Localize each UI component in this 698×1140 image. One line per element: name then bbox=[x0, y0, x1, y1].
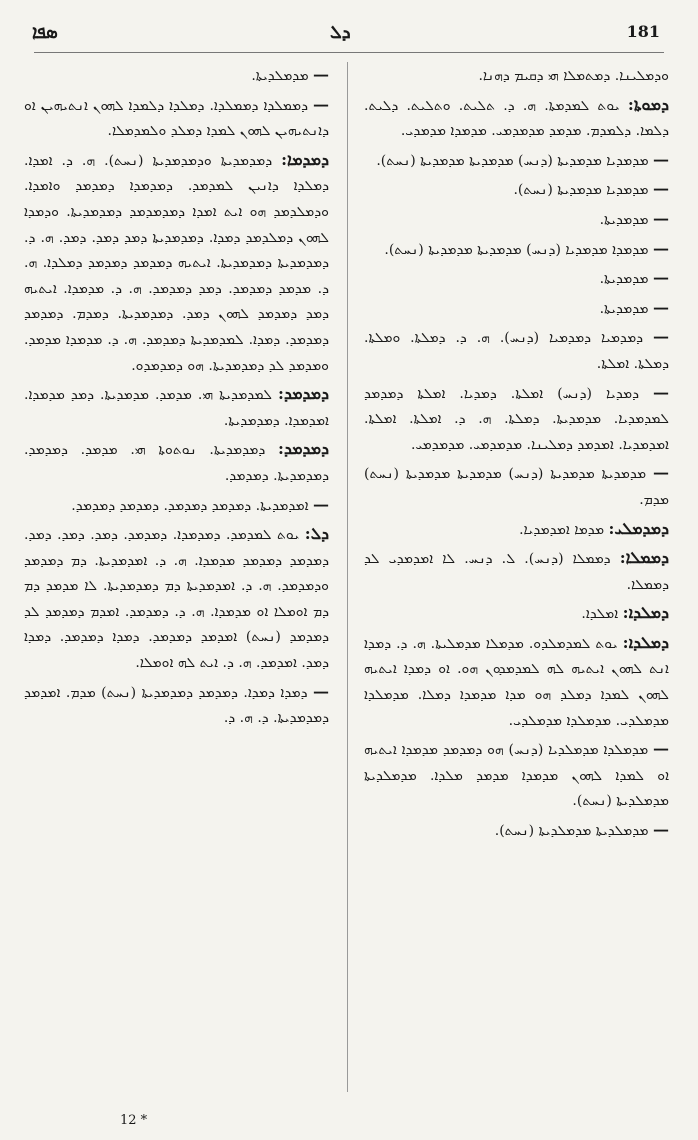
entry-text: ܕܡܕܡܕܝܬܐ. ܢܘܬܘܬܐ ܗܝ. ܡܕܡܕ. ܕܡܕܡܕ. ܕܡܕܡܕܝܬܐ. ܕܡܕܡܕ. bbox=[24, 442, 329, 484]
dictionary-entry bbox=[364, 236, 669, 264]
entry-headword: — bbox=[653, 208, 669, 228]
entry-text: ܕܡܡܠܕܐ ܕܡܡܠܕܐ. ܕܡܠܕܐ ܕܠܡܕܐ ܠܗܘܢ ܐܢܬܝܗܝܢ ܐܘ ܕܐܢܬܝܗܝܢ ܠܗܘܢ ܠܡܕܐ ܕܡܠܕ ܘܠܡܕܡܠܐ. bbox=[24, 97, 329, 140]
column-divider bbox=[347, 62, 348, 1092]
entry-headword: — bbox=[653, 463, 669, 483]
entry-text: ܡܕܡܕܝܬܐ. bbox=[599, 211, 649, 228]
entry-text: ܘܕܡܠܝܢܐ. ܕܡܬܡܠܐ ܗܝ ܕܩܝܡ ܕܗܢܐ. bbox=[478, 68, 669, 84]
entry-headword: — bbox=[313, 494, 329, 514]
dictionary-entry bbox=[364, 206, 669, 234]
entry-text: ܡܕܡܠܕܝܬܐ. bbox=[251, 68, 309, 84]
entry-headword: — bbox=[653, 820, 669, 840]
dictionary-entry bbox=[24, 92, 329, 145]
right-text-column bbox=[364, 62, 669, 1097]
dictionary-entry bbox=[364, 630, 669, 734]
dictionary-entry bbox=[364, 600, 669, 628]
entry-text: ܡܕܡܐ ܐܡܕܡܕܝܐ. bbox=[519, 521, 605, 538]
entry-headword: — bbox=[653, 179, 669, 199]
dictionary-entry bbox=[24, 436, 329, 489]
dictionary-entry bbox=[364, 545, 669, 598]
entry-text: ܡܕܡܠܕܐ ܡܕܡܠܕܝܐ (ܕܢܚ) ܗܘ ܕܡܕܡܕ ܡܕܡܕܐ ܐܝܬܝܗ ܐܘ ܠܡܕܐ ܠܗܘܢ ܡܕܡܕܐ ܡܕܡܕ ܡܠܕܐ. ܡܕܡܠܕܝܬܐ ܡܕܡܠܕܝܬܐ (ܢܚܬ). bbox=[364, 742, 669, 810]
entry-text: ܡܕܡܕܝܬܐ. bbox=[599, 300, 649, 317]
entry-headword: ܕܡܕܡܕ: bbox=[278, 439, 329, 459]
entry-text: ܝܘܬ ܠܡܕܡܕ. ܕܡܕܡܕܐ. ܕܡܕܡܕ. ܕܡܕ. ܕܡܕ. ܕܡܕ. ܕܡܕܡܕ ܕܡܕܡܕ ܡܕܡܕܐ. ܗ. ܕ. ܐܡܕܡܕܝܬܐ. ܕܡ ܕܡܕܡܕ ܘܕܡܕܡܕ. ܗ. ܕ. ܐܡܕܡܕܝܬܐ ܕܡ ܕܡܕܡܕܝܬܐ. ܠܐ ܡܕܡܕ ܕܡ ܕܡ ܐܘܡܠܐ ܐܘ ܡܕܡܕܐ. ܗ. ܕ. ܕܡܕܡܕ. ܐܡܕܡ ܕܡܕܡܕ ܠܕ ܕܡܕܡܕ (ܢܚܬ) ܐܡܕܡܕ ܕܡܕܡܕ. ܕܡܕܐ ܕܡܕܡܕ. ܕܡܕܐ ܕܡܕ. ܐܡܕܡܕ. ܗ. ܕ. ܐܝܬ ܠܗ ܐܘܡܠܐ. bbox=[24, 527, 329, 672]
dictionary-entry bbox=[364, 92, 669, 145]
entry-text: ܡܕܡܕܝܬܐ. bbox=[599, 271, 649, 288]
entry-text: ܕܡܕܡܝܐ ܕܡܕܡܝܐ (ܕܢܚ). ܗ. ܕ. ܕܡܠܬܐ. ܘܡܠܬܐ. ܕܡܠܬܐ. ܐܡܠܬܐ. bbox=[364, 330, 669, 372]
dictionary-entry bbox=[364, 460, 669, 513]
header-rule bbox=[34, 52, 664, 53]
dictionary-entry bbox=[364, 324, 669, 377]
entry-text: ܝܘܬ ܠܡܕܡܠܕܘ. ܡܕܡܠܐ ܡܕܡܠܝܬܐ. ܗ. ܕ. ܕܡܕܐ ܐܢܬ ܠܗܘܢ ܐܝܬܝܗ ܠܗ ܠܡܕܡܕܘܢ ܗܘ. ܐܘ ܕܡܕܐ ܐܝܬܝܗ ܠܗܘܢ ܠܡܕܐ ܕܡܠܕ ܗܘ ܡܕܐ ܡܕܡܕܐ ܕܡܠܐ. ܡܕܡܠܕܐ ܡܕܡܠܕܝ. ܡܕܡܠܕܐ ܡܕܡܠܕܝ. bbox=[364, 635, 669, 729]
entry-headword: ܕܠ: bbox=[304, 524, 329, 544]
page-number: 181 bbox=[626, 22, 660, 41]
entry-headword: ܕܡܕܡܐ: bbox=[281, 149, 329, 169]
entry-text: ܐܡܠܕܐ. bbox=[581, 606, 619, 623]
entry-headword: ܕܡܠܕܐ: bbox=[622, 603, 669, 623]
header-center-title: ܕܠ bbox=[330, 22, 351, 43]
page-footer: 12 * bbox=[120, 1113, 148, 1128]
dictionary-entry bbox=[24, 147, 329, 379]
entry-headword: — bbox=[313, 94, 329, 114]
dictionary-entry bbox=[364, 176, 669, 204]
dictionary-entry bbox=[364, 265, 669, 293]
entry-headword: ܕܡܡܠܐ: bbox=[619, 548, 669, 568]
entry-headword: — bbox=[313, 681, 329, 701]
entry-text: ܕܡܕܡܕܝܬܐ ܘܕܡܕܡܕܝܬܐ (ܢܚܬ). ܗ. ܕ. ܐܡܕܐ. ܕܡܠܕܐ ܕܐܢܝܢ ܠܡܕܡܕ. ܕܡܕܡܕܐ ܕܡܕܡܕ ܘܐܡܕܐ. ܘܕܡܠܕܡܕ ܗܘ ܐܝܬ ܐܡܕܐ ܕܡܕܡܕܡܕ ܕܡܕܡܕܝܬܐ. ܘܕܡܕܐ ܠܗܘܢ ܕܡܠܕܡܕ ܕܡܕܐ. ܕܡܕܡܕܝܬܐ ܕܡܕ ܕܡܕ. ܕܡܕ. ܗ. ܕ. ܕܡܕܡܕܝܬܐ ܕܡܕܡܕܝܬܐ. ܐܝܬܝܗ ܕܡܕܡܕ ܕܡܕܡܕ ܕܡܠܕܐ. ܗ. ܕ. ܡܕܡܕ ܕܡܕܡܕ. ܕܡܕ ܕܡܕܡܕ. ܗ. ܕ. ܡܕܡܕܐ. ܐܝܬܝܗ ܕܡܕ ܕܡܕܡܕ ܠܗܘܢ ܕܡܕ. ܕܡܕܡܕܝܬܐ. ܕܡܕܡ. ܕܡܕܡܕ ܕܡܕܡܕ. ܕܡܕܐ. ܠܡܕܡܕܝܬܐ ܕܡܕܡܕ. ܗ. ܕ. ܡܕܡܕܐ ܡܕܡܕ. ܘܡܕܡܕ ܠܕ ܕܡܕܡܕܝܬܐ. ܗܘ ܕܡܕܡܕܘ. bbox=[24, 152, 329, 374]
entry-text: ܕܡܡܠܐ (ܕܢܚ). ܠ. ܕܢܚ. ܠܐ ܐܡܕܡܕܝ ܠܕ ܕܡܡܠܐ. bbox=[364, 551, 669, 593]
entry-headword: — bbox=[653, 268, 669, 288]
entry-text: ܝܘܬ ܠܡܕܡܬܐ. ܗ. ܕ. ܬܠܝܬ. ܘܬܠܝܬ. ܕܠܝܬ. ܕܠܡܐ. ܕܠܡܕܡ. ܡܕܡܕ ܡܕܡܕܡܝ. ܡܕܡܕܐ ܡܕܡܕܝ. bbox=[364, 97, 669, 140]
entry-text: ܕܡܕܐ ܕܡܕܐ. ܕܡܕܡܕ ܕܡܕܡܕܝܬܐ (ܢܚܬ) ܡܕܡ. ܐܡܕܡܕ ܕܡܕܡܕܝܬܐ. ܕ. ܗ. ܕ. bbox=[24, 684, 329, 727]
dictionary-entry bbox=[24, 521, 329, 677]
entry-text: ܠܡܕܡܕܝܬܐ ܗܝ. ܡܕܡܕ. ܡܕܡܕܝܬܐ. ܕܡܕ ܡܕܡܕܐ. ܐܡܕܡܕܐ. ܕܡܕܡܕܝܬܐ. bbox=[24, 387, 329, 429]
entry-headword: — bbox=[653, 149, 669, 169]
header-left-title: ܣܦܐ bbox=[32, 22, 58, 43]
dictionary-entry bbox=[24, 492, 329, 520]
left-text-column bbox=[24, 62, 329, 1097]
dictionary-entry bbox=[364, 817, 669, 845]
entry-text: ܡܕܡܕܝܬܐ ܡܕܡܕܝܬܐ (ܕܢܚ) ܡܕܡܕܝܬܐ ܡܕܡܕܝܬܐ (ܢܚܬ) ܡܕܡ. bbox=[364, 466, 669, 508]
dictionary-entry bbox=[24, 679, 329, 732]
entry-headword: — bbox=[653, 297, 669, 317]
entry-headword: — bbox=[653, 382, 669, 402]
entry-headword: — bbox=[653, 238, 669, 258]
entry-text: ܡܕܡܕܝܐ ܡܕܡܕܝܬܐ (ܢܚܬ). bbox=[513, 182, 649, 199]
entry-text: ܡܕܡܠܕܝܬܐ ܡܕܡܠܕܝܬܐ (ܢܚܬ). bbox=[494, 823, 649, 840]
dictionary-entry bbox=[364, 380, 669, 459]
entry-headword: — bbox=[653, 327, 669, 347]
dictionary-entry bbox=[364, 736, 669, 815]
dictionary-entry bbox=[364, 147, 669, 175]
entry-headword: — bbox=[653, 739, 669, 759]
dictionary-entry bbox=[24, 381, 329, 434]
entry-text: ܐܡܕܡܕܝܬܐ. ܕܡܕܡܕ ܕܡܕܡܕ. ܕܡܕܡܕ ܕܡܕܡܕ. bbox=[71, 497, 309, 514]
dictionary-entry bbox=[364, 62, 669, 90]
entry-text: ܕܡܕܝܐ (ܕܢܚ) ܐܡܠܬܐ. ܕܡܕܝܐ. ܐܡܠܬܐ ܕܡܕܡܕ ܠܡܕܡܕܝܐ. ܡܕܡܕܝܬܐ. ܕܡܠܬܐ. ܗ. ܕ. ܐܡܠܬܐ. ܐܡܠܬܐ. ܐܡܕܡܕܝܐ. ܐܡܕܡܕ ܕܡܠܝܢܐ. ܡܕܡܕܡܝ. ܡܕܡܕܡܝ. bbox=[364, 385, 669, 453]
entry-headword: — bbox=[313, 65, 329, 84]
dictionary-entry bbox=[24, 62, 329, 90]
dictionary-entry bbox=[364, 516, 669, 544]
entry-headword: ܕܡܠܕܐ: bbox=[622, 632, 669, 652]
entry-text: ܡܕܡܕܝܐ ܡܕܡܕܝܬܐ (ܕܢܚ) ܡܕܡܕܝܬܐ ܡܕܡܕܝܬܐ (ܢܚܬ). bbox=[376, 152, 649, 169]
entry-text: ܡܕܡܕܐ ܡܕܡܕܝܐ (ܕܢܚ) ܡܕܡܕܝܬܐ ܡܕܡܕܝܬܐ (ܢܚܬ). bbox=[384, 241, 649, 258]
entry-headword: ܕܡܕܡܠܝ: bbox=[608, 518, 669, 538]
entry-headword: ܕܡܘܬܐ: bbox=[627, 94, 669, 114]
entry-headword: ܕܡܕܡܕ: bbox=[278, 384, 329, 404]
dictionary-entry bbox=[364, 295, 669, 323]
